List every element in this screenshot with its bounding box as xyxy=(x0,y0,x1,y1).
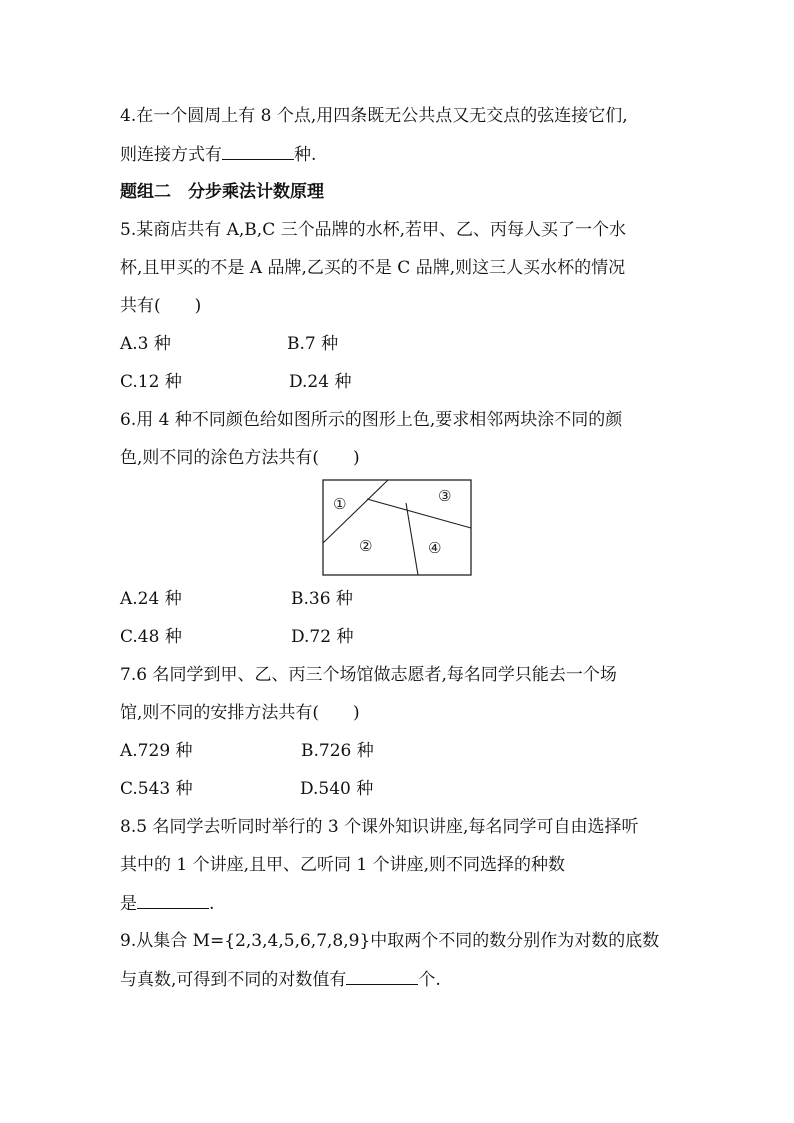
q5-line-1: 5.某商店共有 A,B,C 三个品牌的水杯,若甲、乙、丙每人买了一个水 xyxy=(120,220,627,240)
figure-divider-3 xyxy=(406,503,418,575)
region-label-4: ④ xyxy=(428,539,442,557)
q5-line-2: 杯,且甲买的不是 A 品牌,乙买的不是 C 品牌,则这三人买水杯的情况 xyxy=(120,258,626,278)
q6-option-a: A.24 种 xyxy=(120,589,182,609)
q6-line-2: 色,则不同的涂色方法共有( ) xyxy=(120,448,360,468)
q8-line-3 xyxy=(120,892,214,915)
coloring-figure xyxy=(322,479,474,579)
q4-answer-blank xyxy=(222,143,294,160)
q4-line-2 xyxy=(120,143,316,166)
q9-line-1: 9.从集合 M={2,3,4,5,6,7,8,9}中取两个不同的数分别作为对数的底数 xyxy=(120,931,660,951)
q7-option-b: B.726 种 xyxy=(301,741,374,761)
q5-option-c: C.12 种 xyxy=(120,372,182,392)
q7-option-d: D.540 种 xyxy=(300,779,374,799)
q5-line-3: 共有( ) xyxy=(120,296,202,316)
q8-line-2: 其中的 1 个讲座,且甲、乙听同 1 个讲座,则不同选择的种数 xyxy=(120,855,566,875)
q8-line-1: 8.5 名同学去听同时举行的 3 个课外知识讲座,每名同学可自由选择听 xyxy=(120,817,639,837)
q4-text-end: 种. xyxy=(294,145,317,165)
region-label-2: ② xyxy=(359,537,373,555)
q5-option-b: B.7 种 xyxy=(287,334,339,354)
q8-text-end: . xyxy=(209,894,215,914)
q6-option-b: B.36 种 xyxy=(291,589,353,609)
q9-text-end: 个. xyxy=(418,970,441,990)
q9-text: 与真数,可得到不同的对数值有 xyxy=(120,970,347,990)
q5-option-a: A.3 种 xyxy=(120,334,171,354)
region-label-3: ③ xyxy=(438,487,452,505)
q4-line-1: 4.在一个圆周上有 8 个点,用四条既无公共点又无交点的弦连接它们, xyxy=(120,106,628,126)
q9-line-2 xyxy=(120,968,441,991)
section-heading: 题组二 分步乘法计数原理 xyxy=(120,182,324,202)
q7-line-1: 7.6 名同学到甲、乙、丙三个场馆做志愿者,每名同学只能去一个场 xyxy=(120,665,617,685)
q9-answer-blank xyxy=(346,968,418,985)
q6-line-1: 6.用 4 种不同颜色给如图所示的图形上色,要求相邻两块涂不同的颜 xyxy=(120,410,623,430)
q7-line-2: 馆,则不同的安排方法共有( ) xyxy=(120,703,360,723)
q7-option-c: C.543 种 xyxy=(120,779,193,799)
q6-option-c: C.48 种 xyxy=(120,627,182,647)
q4-text: 则连接方式有 xyxy=(120,145,222,165)
q5-option-d: D.24 种 xyxy=(289,372,352,392)
q7-option-a: A.729 种 xyxy=(120,741,193,761)
region-label-1: ① xyxy=(333,495,347,513)
q8-answer-blank xyxy=(137,892,209,909)
figure-divider-2 xyxy=(367,499,471,528)
q6-option-d: D.72 种 xyxy=(291,627,354,647)
q8-text: 是 xyxy=(120,894,137,914)
